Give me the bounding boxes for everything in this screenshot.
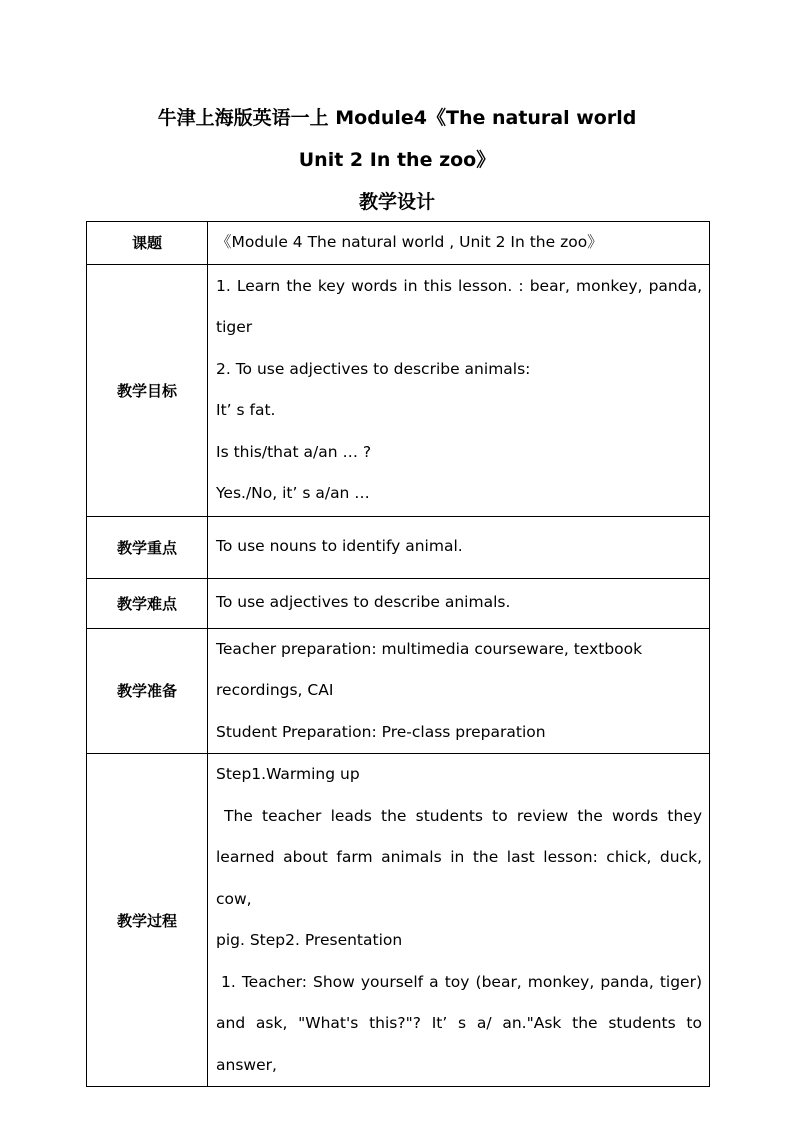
key-points-label: 教学重点	[87, 516, 208, 578]
goals-line: It’ s fat.	[216, 401, 276, 419]
difficulties-label: 教学难点	[87, 578, 208, 628]
lesson-plan-table	[86, 221, 710, 1087]
process-line: The teacher leads the students to review the words they	[224, 806, 702, 825]
table-row-key-points	[87, 516, 710, 578]
process-content	[208, 754, 710, 1087]
goals-line: 2. To use adjectives to describe animals:	[216, 359, 531, 378]
preparation-line: Teacher preparation: multimedia courseware, textbook	[216, 639, 643, 658]
process-line: and ask, "What's this?"? It’ s a/ an."Ask the students to answer,	[216, 1014, 702, 1074]
goals-line: tiger	[216, 318, 253, 336]
table-row-process	[87, 754, 710, 1087]
process-line: 1. Teacher: Show yourself a toy (bear, monkey, panda, tiger)	[221, 972, 702, 991]
preparation-label: 教学准备	[87, 628, 208, 754]
difficulties-text: To use adjectives to describe animals.	[216, 593, 511, 612]
goals-line: 1. Learn the key words in this lesson. : bear, monkey, panda,	[216, 276, 702, 295]
topic-text: 《Module 4 The natural world , Unit 2 In the zoo》	[216, 233, 603, 251]
process-label: 教学过程	[87, 754, 208, 1087]
topic-label: 课题	[87, 222, 208, 265]
goals-line: Is this/that a/an … ?	[216, 442, 372, 461]
table-row-difficulties	[87, 578, 710, 628]
table-row-preparation	[87, 628, 710, 754]
document-title-line-2: Unit 2 In the zoo》	[298, 149, 496, 171]
document-title-line-1: 牛津上海版英语一上 Module4《The natural world	[157, 107, 637, 129]
document-subtitle: 教学设计	[358, 191, 435, 213]
key-points-value	[208, 516, 710, 578]
goals-line: Yes./No, it’ s a/an …	[216, 484, 370, 502]
preparation-content	[208, 628, 710, 754]
difficulties-value	[208, 578, 710, 628]
process-line: learned about farm animals in the last lesson: chick, duck, cow,	[216, 848, 702, 908]
preparation-line: recordings, CAI	[216, 681, 334, 699]
table-row-topic	[87, 222, 710, 265]
preparation-line: Student Preparation: Pre-class preparation	[216, 722, 546, 741]
key-points-text: To use nouns to identify animal.	[216, 537, 463, 556]
process-line: pig. Step2. Presentation	[216, 931, 403, 949]
table-row-goals	[87, 264, 710, 516]
goals-content	[208, 264, 710, 516]
goals-label: 教学目标	[87, 264, 208, 516]
topic-value	[208, 222, 710, 265]
process-line: Step1.Warming up	[216, 765, 360, 783]
